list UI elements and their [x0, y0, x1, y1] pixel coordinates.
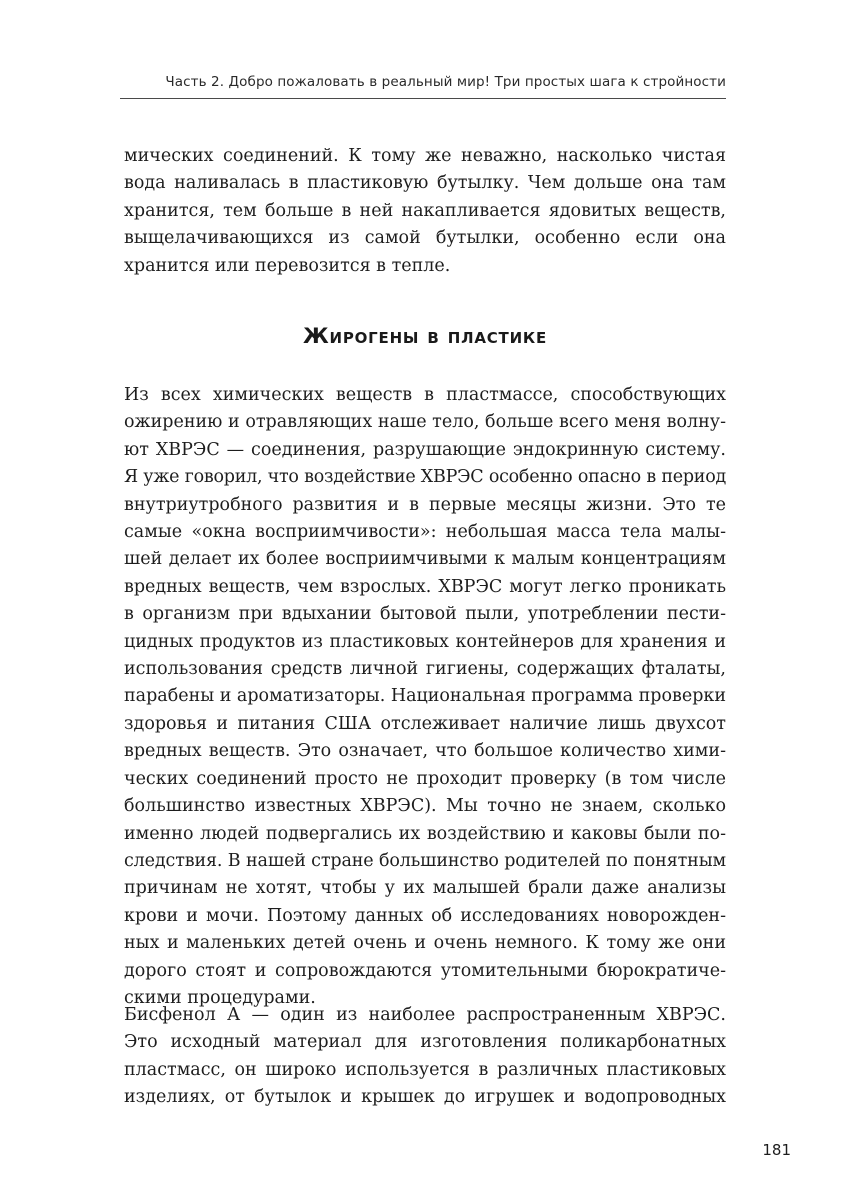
text-line: Я уже говорил, что воздействие ХВРЭС особенно опасно в период — [124, 467, 727, 488]
text-line: большинство известных ХВРЭС). Мы точно не знаем, сколько — [124, 796, 726, 817]
page-number: 181 — [762, 1141, 791, 1159]
text-line: вредных веществ, чем взрослых. ХВРЭС могут легко проникать — [124, 576, 726, 597]
text-line: здоровья и питания США отслеживает наличие лишь двухсот — [124, 713, 726, 734]
text-line: парабены и ароматизаторы. Национальная программа проверки — [124, 686, 726, 707]
text-line: Это исходный материал для изготовления поликарбонатных — [124, 1032, 726, 1053]
text-line: хранится или перевозится в тепле. — [124, 255, 451, 276]
text-line: изделиях, от бутылок и крышек до игрушек и водопроводных — [124, 1087, 726, 1108]
text-line: следствия. В нашей стране большинство родителей по понятным — [124, 850, 726, 871]
text-line: ческих соединений просто не проходит проверку (в том числе — [124, 768, 726, 789]
text-line: мических соединений. К тому же неважно, насколько чистая — [124, 146, 726, 166]
text-line: использования средств личной гигиены, содержащих фталаты, — [124, 659, 726, 680]
text-line: Из всех химических веществ в пластмассе, способствующих — [124, 385, 726, 405]
text-line: цидных продуктов из пластиковых контейнеров для хранения и — [124, 631, 726, 652]
text-line: ных и маленьких детей очень и очень немного. К тому же они — [124, 933, 726, 954]
paragraph-1-text — [124, 143, 726, 280]
text-line: именно людей подвергались их воздействию и каковы были по- — [124, 823, 726, 844]
text-line: вода наливалась в пластиковую бутылку. Чем дольше она там — [124, 173, 726, 194]
text-line: ют ХВРЭС — соединения, разрушающие эндокринную систему. — [124, 439, 726, 460]
text-line: самые «окна восприимчивости»: небольшая масса тела малы- — [124, 522, 726, 543]
text-line: хранится, тем больше в ней накапливается ядовитых веществ, — [124, 200, 726, 221]
paragraph-bisphenol — [124, 1002, 726, 1112]
text-line: шей делает их более восприимчивыми к малым концентрациям — [124, 549, 726, 570]
paragraph-main — [124, 382, 726, 1012]
paragraph-continuation — [124, 143, 726, 280]
paragraph-3-text — [124, 1002, 726, 1112]
text-line: ожирению и отравляющих наше тело, больше всего меня волну- — [124, 412, 726, 433]
running-header-title: Часть 2. Добро пожаловать в реальный мир! Три простых шага к стройности — [165, 74, 726, 90]
text-line: пластмасс, он широко используется в различных пластиковых — [124, 1059, 726, 1080]
text-line: в организм при вдыхании бытовой пыли, употреблении пести- — [124, 604, 726, 625]
text-line: крови и мочи. Поэтому данных об исследованиях новорожден- — [124, 905, 726, 926]
text-line: причинам не хотят, чтобы у их малышей брали даже анализы — [124, 878, 726, 899]
text-line: выщелачивающихся из самой бутылки, особенно если она — [124, 228, 726, 249]
text-line: Бисфенол А — один из наиболее распространенным ХВРЭС. — [124, 1005, 726, 1025]
text-line: дорого стоят и сопровождаются утомительными бюрократиче- — [124, 960, 726, 981]
running-header — [120, 70, 726, 99]
text-line: вредных веществ. Это означает, что большое количество хими- — [124, 741, 726, 762]
text-line: внутриутробного развития и в первые месяцы жизни. Это те — [124, 494, 726, 515]
paragraph-2-text — [124, 382, 726, 1012]
section-heading: Жирогены в пластике — [302, 324, 548, 348]
text-line: скими процедурами. — [124, 987, 316, 1008]
